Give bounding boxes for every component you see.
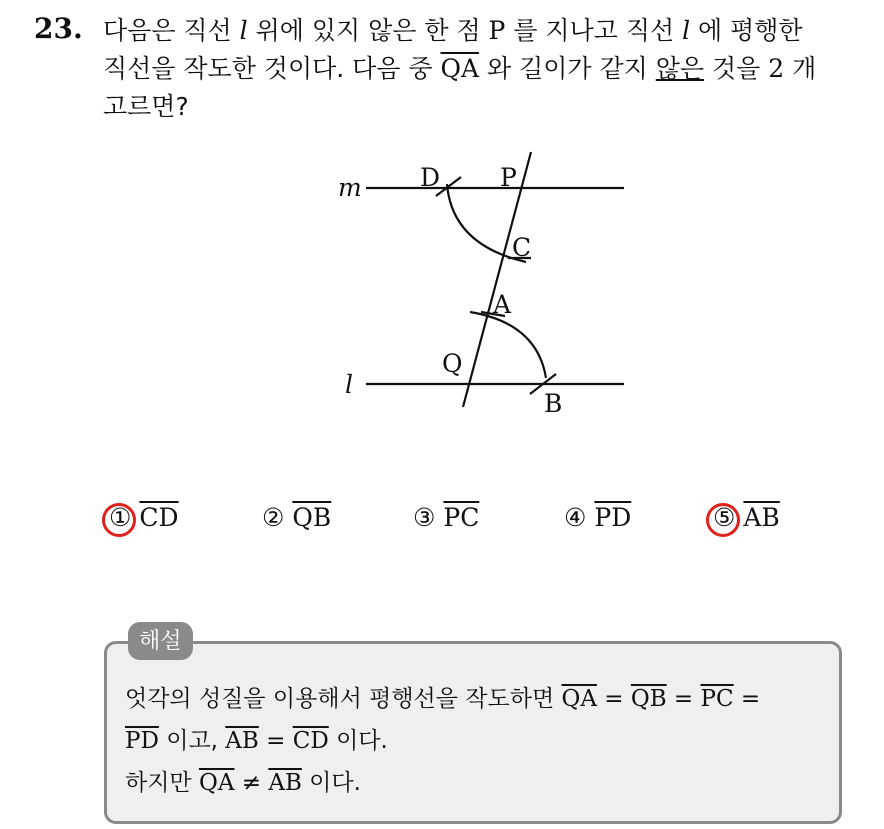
question-line-3: 고르면? (103, 92, 189, 121)
explanation-line-2: $\overline{PD}$ 이고, $\overline{AB} = \overline{CD}$ 이다. (125, 728, 388, 754)
equation-1: $\overline{QA} = \overline{QB} = \overline{PC}$ = (561, 686, 761, 712)
equation-2: $\overline{AB} = \overline{CD}$ (225, 728, 329, 754)
label-q: Q (442, 349, 463, 378)
choice-1[interactable]: ① $\overline{CD}$ (109, 503, 179, 532)
choice-4[interactable]: ④ $\overline{PD}$ (564, 503, 632, 532)
choice-3[interactable]: ③ $\overline{PC}$ (413, 503, 480, 532)
choice-2[interactable]: ② $\overline{QB}$ (262, 503, 332, 532)
explanation-line-1: 엇각의 성질을 이용해서 평행선을 작도하면 $\overline{QA} = \overline{QB} = \overline{PC}$ = (125, 686, 761, 712)
explanation-tag: 해설 (128, 622, 193, 660)
label-b: B (544, 389, 563, 418)
explanation-text (125, 678, 835, 804)
underlined-word: 않은 (655, 54, 705, 83)
transversal-line (463, 152, 531, 407)
question-line-1: 다음은 직선 l 위에 있지 않은 한 점 P 를 지나고 직선 l 에 평행한 (103, 16, 803, 45)
label-d: D (420, 163, 441, 192)
question-number: 23. (34, 12, 83, 45)
label-a: A (493, 290, 512, 319)
label-m: m (338, 173, 362, 202)
label-c: C (512, 233, 532, 262)
label-l: l (345, 370, 353, 399)
arc-ab (470, 312, 546, 378)
choice-5[interactable]: ⑤ $\overline{AB}$ (713, 503, 780, 532)
equation-3: $\overline{QA} \ne \overline{AB}$ (198, 770, 302, 796)
question-line-2: 직선을 작도한 것이다. 다음 중 $\overline{QA}$ 와 길이가 같지 않은 것을 2 개 (103, 54, 817, 83)
explanation-line-3: 하지만 $\overline{QA} \ne \overline{AB}$ 이다. (125, 770, 361, 796)
segment-qa: $\overline{QA}$ (440, 54, 480, 83)
label-p: P (500, 163, 517, 192)
